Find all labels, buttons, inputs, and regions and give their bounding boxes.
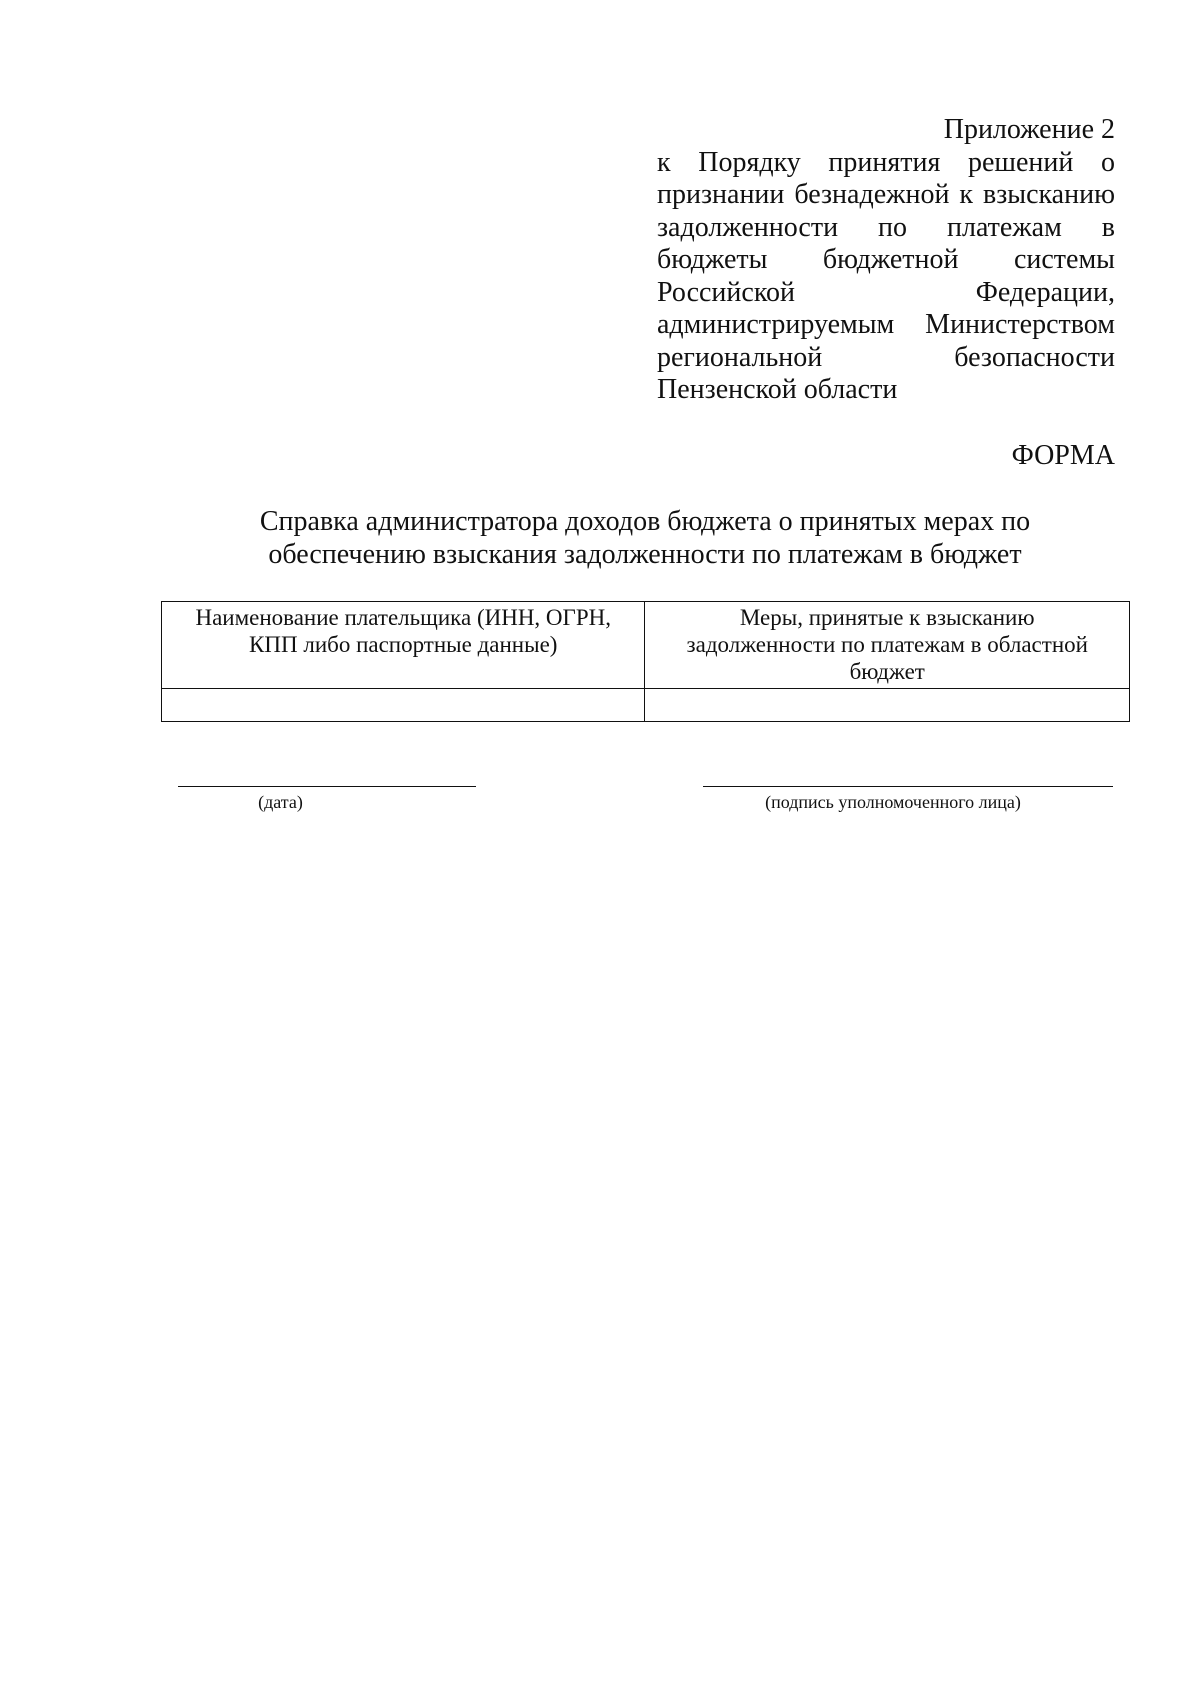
date-signature-line[interactable] [178, 786, 476, 787]
authorized-signature-line[interactable] [703, 786, 1113, 787]
measures-table [161, 601, 1130, 722]
date-caption: (дата) [258, 792, 303, 812]
appendix-title: Приложение 2 [943, 114, 1115, 145]
appendix-block [657, 114, 1115, 407]
form-label: ФОРМА [1011, 440, 1115, 471]
document-title: Справка администратора доходов бюджета о принятых мерах по обеспечению взыскания задолженности по платежам в бюджет [259, 506, 1031, 570]
header-measures-taken-text: Меры, принятые к взысканию задолженности по платежам в областной бюджет [686, 605, 1088, 684]
table-cell-measures[interactable] [645, 689, 1130, 722]
table-header-row [162, 602, 1130, 689]
table-cell-payer[interactable] [162, 689, 645, 722]
header-payer-name-text: Наименование плательщика (ИНН, ОГРН, КПП либо паспортные данные) [195, 605, 611, 657]
signature-caption: (подпись уполномоченного лица) [765, 792, 1021, 812]
header-measures-taken [645, 602, 1130, 689]
appendix-reference-text: к Порядку принятия решений о признании безнадежной к взысканию задолженности по платежам в бюджеты бюджетной системы Российской Федерации, администрируемым Министерством региональной безопасности Пензенской области [657, 146, 1115, 405]
header-payer-name [162, 602, 645, 689]
table-row [162, 689, 1130, 722]
